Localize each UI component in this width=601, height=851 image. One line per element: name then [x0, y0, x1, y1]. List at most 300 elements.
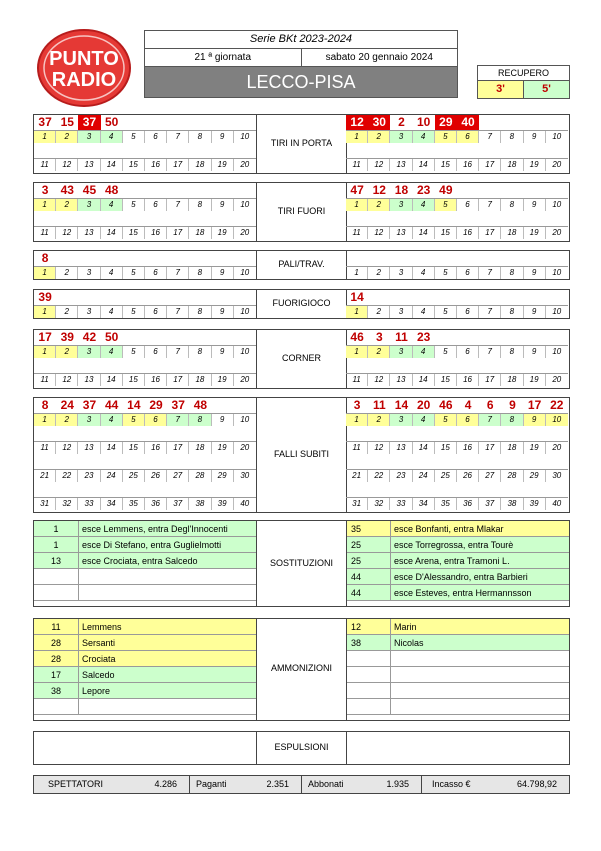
- home-event-minute: [189, 330, 211, 345]
- away-event-minute: [524, 183, 546, 198]
- away-grid: [346, 251, 568, 279]
- slot-number: 30: [552, 471, 562, 480]
- slot-number: 2: [368, 306, 390, 318]
- list-row: [347, 537, 569, 553]
- away-event-minute: [546, 115, 568, 130]
- slot-number: 13: [390, 159, 412, 171]
- list-row: [34, 667, 256, 683]
- slot-number: 20: [552, 228, 562, 237]
- home-event-minute: 29: [149, 398, 163, 412]
- slot-number: 1: [34, 414, 56, 426]
- slot-number: 23: [78, 470, 100, 482]
- row-text: esce Torregrossa, entra Tourè: [394, 540, 514, 550]
- slot-number: 3: [78, 306, 100, 318]
- slot-number: 7: [167, 414, 189, 426]
- slot-number: 2: [368, 199, 390, 211]
- slot-number: 19: [212, 374, 234, 386]
- slot-number: 9: [524, 306, 546, 318]
- fuorigioco-label: FUORIGIOCO: [272, 298, 331, 308]
- row-minute: 28: [34, 651, 79, 666]
- away-event-minute: 20: [416, 398, 431, 412]
- slot-number: 14: [101, 227, 123, 239]
- away-event-minute: [501, 251, 523, 266]
- slot-number: 4: [101, 199, 123, 211]
- home-grid: [34, 290, 256, 318]
- away-event-minute: [368, 290, 390, 305]
- slot-number: 13: [78, 227, 100, 239]
- home-event-minute: 48: [193, 398, 208, 412]
- home-event-minute: [78, 290, 100, 305]
- spettatori-value: 4.286: [154, 779, 177, 789]
- away-event-minute: 3: [353, 398, 361, 412]
- slot-number: 15: [435, 374, 457, 386]
- slot-number: 12: [56, 442, 78, 454]
- away-event-minute: [413, 290, 435, 305]
- home-event-minute: 24: [60, 398, 74, 412]
- home-event-minute: [212, 183, 234, 198]
- away-event-minute: 12: [372, 183, 386, 197]
- away-event-minute: [390, 290, 412, 305]
- slot-number: 5: [123, 346, 145, 358]
- slot-number: 7: [167, 199, 189, 211]
- away-event-minute: 17: [527, 398, 542, 412]
- slot-number: 3: [390, 346, 412, 358]
- slot-number: 11: [34, 159, 56, 171]
- paganti-value: 2.351: [266, 779, 289, 789]
- slot-number: 8: [189, 131, 211, 143]
- home-event-minute: [145, 115, 167, 130]
- slot-number: 9: [212, 267, 234, 279]
- away-event-minute: [457, 330, 479, 345]
- home-grid: [34, 183, 256, 239]
- slot-number: 3: [390, 199, 412, 211]
- list-row: [34, 569, 256, 585]
- slot-number: 7: [479, 199, 501, 211]
- match-title: LECCO-PISA: [145, 67, 457, 97]
- slot-number: 10: [240, 200, 250, 209]
- slot-number: 29: [524, 470, 546, 482]
- home-grid: [34, 251, 256, 279]
- abbonati-label: Abbonati: [308, 779, 344, 789]
- slot-number: 5: [123, 199, 145, 211]
- row-minute: 38: [34, 683, 79, 698]
- slot-number: 2: [56, 199, 78, 211]
- slot-number: 19: [212, 227, 234, 239]
- slot-number: 8: [189, 414, 211, 426]
- home-event-minute: [234, 115, 256, 130]
- row-minute: 17: [34, 667, 79, 682]
- away-event-minute: [413, 251, 435, 266]
- slot-number: 13: [390, 442, 412, 454]
- slot-number: 8: [501, 267, 523, 279]
- away-event-minute: 6: [486, 398, 494, 412]
- slot-number: 9: [524, 131, 546, 143]
- slot-number: 3: [78, 346, 100, 358]
- paganti-label: Paganti: [196, 779, 227, 789]
- home-event-minute: [145, 290, 167, 305]
- slot-number: 36: [457, 498, 479, 510]
- slot-number: 25: [123, 470, 145, 482]
- slot-number: 5: [123, 414, 145, 426]
- row-minute: [34, 585, 79, 600]
- slot-number: 18: [189, 374, 211, 386]
- slot-number: 9: [212, 199, 234, 211]
- away-event-minute: [524, 251, 546, 266]
- list-row: [34, 585, 256, 601]
- slot-number: 20: [552, 443, 562, 452]
- slot-number: 4: [101, 131, 123, 143]
- away-event-minute: 10: [416, 115, 431, 129]
- row-text: Lepore: [82, 686, 111, 696]
- home-event-minute: [234, 183, 256, 198]
- slot-number: 26: [145, 470, 167, 482]
- slot-number: 3: [78, 199, 100, 211]
- slot-number: 6: [457, 346, 479, 358]
- slot-number: 6: [145, 131, 167, 143]
- away-event-minute: [524, 290, 546, 305]
- slot-number: 14: [413, 442, 435, 454]
- slot-number: 16: [145, 227, 167, 239]
- home-event-minute: [212, 290, 234, 305]
- home-event-minute: [189, 183, 211, 198]
- slot-number: 3: [390, 267, 412, 279]
- slot-number: 7: [167, 131, 189, 143]
- slot-number: 15: [435, 442, 457, 454]
- slot-number: 11: [34, 374, 56, 386]
- row-minute: 44: [347, 569, 391, 584]
- row-text: esce Di Stefano, entra Guglielmotti: [82, 540, 222, 550]
- row-text: Marin: [394, 622, 417, 632]
- slot-number: 5: [435, 199, 457, 211]
- home-event-minute: [234, 290, 256, 305]
- round: 21 ª giornata: [145, 49, 302, 66]
- slot-number: 6: [457, 131, 479, 143]
- away-event-minute: [546, 183, 568, 198]
- home-event-minute: 17: [38, 330, 52, 344]
- slot-number: 16: [457, 374, 479, 386]
- home-event-minute: 37: [78, 115, 100, 130]
- home-event-minute: [56, 251, 78, 266]
- slot-number: 6: [145, 267, 167, 279]
- list-row: [347, 619, 569, 635]
- list-row: [347, 651, 569, 667]
- away-event-minute: [435, 251, 457, 266]
- away-event-minute: 3: [375, 330, 383, 344]
- espulsioni-label: ESPULSIONI: [274, 742, 329, 752]
- list-row: [347, 553, 569, 569]
- list-row: [347, 683, 569, 699]
- slot-number: 15: [123, 374, 145, 386]
- match-date: sabato 20 gennaio 2024: [325, 52, 433, 63]
- slot-number: 11: [346, 227, 368, 239]
- row-minute: 11: [34, 619, 79, 634]
- away-event-minute: 46: [439, 398, 453, 412]
- row-text: Sersanti: [82, 638, 116, 648]
- slot-number: 7: [167, 267, 189, 279]
- slot-number: 10: [552, 132, 562, 141]
- slot-number: 7: [167, 306, 189, 318]
- slot-number: 19: [524, 227, 546, 239]
- slot-number: 14: [413, 159, 435, 171]
- away-event-minute: 23: [416, 330, 431, 344]
- slot-number: 10: [546, 414, 568, 426]
- list-row: [347, 585, 569, 601]
- slot-number: 39: [212, 498, 234, 510]
- home-event-minute: [167, 251, 189, 266]
- falli-label: FALLI SUBITI: [273, 449, 330, 459]
- away-event-minute: [501, 330, 523, 345]
- slot-number: 8: [501, 131, 523, 143]
- list-row: [34, 651, 256, 667]
- slot-number: 6: [145, 346, 167, 358]
- slot-number: 2: [368, 346, 390, 358]
- home-event-minute: [123, 251, 145, 266]
- home-event-minute: [234, 330, 256, 345]
- home-event-minute: 39: [38, 290, 52, 304]
- away-event-minute: [524, 115, 546, 130]
- row-text: [391, 683, 569, 698]
- slot-number: 1: [346, 346, 368, 358]
- slot-number: 20: [552, 160, 562, 169]
- away-event-minute: 29: [435, 115, 457, 130]
- slot-number: 33: [390, 498, 412, 510]
- incasso-label: Incasso €: [432, 779, 471, 789]
- away-grid: [346, 183, 568, 239]
- slot-number: 1: [34, 199, 56, 211]
- away-event-minute: [435, 290, 457, 305]
- slot-number: 16: [457, 159, 479, 171]
- home-event-minute: 45: [82, 183, 97, 197]
- home-event-minute: [101, 290, 123, 305]
- home-event-minute: [145, 183, 167, 198]
- slot-number: 17: [167, 159, 189, 171]
- slot-number: 20: [240, 160, 250, 169]
- slot-number: 2: [56, 267, 78, 279]
- home-event-minute: [234, 398, 256, 413]
- home-event-minute: 15: [60, 115, 74, 129]
- slot-number: 1: [34, 306, 56, 318]
- slot-number: 17: [479, 442, 501, 454]
- list-row: [34, 537, 256, 553]
- home-event-minute: [189, 115, 211, 130]
- home-event-minute: [123, 183, 145, 198]
- slot-number: 11: [346, 442, 368, 454]
- slot-number: 4: [101, 267, 123, 279]
- slot-number: 13: [390, 374, 412, 386]
- home-event-minute: 43: [60, 183, 74, 197]
- slot-number: 31: [34, 498, 56, 510]
- slot-number: 25: [435, 470, 457, 482]
- away-event-minute: [435, 330, 457, 345]
- slot-number: 6: [457, 306, 479, 318]
- slot-number: 13: [78, 374, 100, 386]
- slot-number: 38: [189, 498, 211, 510]
- list-row: [347, 569, 569, 585]
- slot-number: 3: [390, 306, 412, 318]
- slot-number: 1: [346, 306, 368, 318]
- recupero-box: [477, 65, 570, 99]
- row-minute: 25: [347, 537, 391, 552]
- slot-number: 4: [413, 199, 435, 211]
- slot-number: 20: [240, 443, 250, 452]
- slot-number: 8: [189, 306, 211, 318]
- home-event-minute: 8: [41, 251, 49, 265]
- slot-number: 1: [346, 131, 368, 143]
- slot-number: 7: [479, 306, 501, 318]
- slot-number: 18: [501, 227, 523, 239]
- slot-number: 18: [501, 374, 523, 386]
- slot-number: 11: [346, 374, 368, 386]
- away-event-minute: [524, 330, 546, 345]
- corner-label: CORNER: [281, 353, 321, 363]
- away-event-minute: [546, 330, 568, 345]
- home-event-minute: 42: [82, 330, 97, 344]
- slot-number: 14: [101, 442, 123, 454]
- slot-number: 14: [101, 159, 123, 171]
- slot-number: 29: [212, 470, 234, 482]
- slot-number: 11: [34, 442, 56, 454]
- slot-number: 14: [101, 374, 123, 386]
- home-event-minute: [167, 290, 189, 305]
- slot-number: 4: [413, 414, 435, 426]
- home-event-minute: 37: [38, 115, 52, 129]
- row-minute: 35: [347, 521, 391, 536]
- logo-text-1: PUNTO: [49, 48, 119, 70]
- section-pali: [33, 250, 570, 280]
- away-event-minute: 30: [368, 115, 390, 130]
- slot-number: 34: [413, 498, 435, 510]
- slot-number: 2: [56, 414, 78, 426]
- slot-number: 7: [167, 346, 189, 358]
- away-grid: [346, 290, 568, 318]
- slot-number: 23: [390, 470, 412, 482]
- row-minute: 1: [34, 537, 79, 552]
- slot-number: 9: [212, 131, 234, 143]
- slot-number: 2: [368, 414, 390, 426]
- slot-number: 14: [413, 374, 435, 386]
- list-row: [347, 699, 569, 715]
- slot-number: 17: [167, 442, 189, 454]
- away-event-minute: 23: [416, 183, 431, 197]
- home-event-minute: [189, 290, 211, 305]
- row-minute: [34, 569, 79, 584]
- slot-number: 6: [145, 199, 167, 211]
- row-minute: 12: [347, 619, 391, 634]
- slot-number: 17: [479, 159, 501, 171]
- recupero-label: RECUPERO: [478, 66, 569, 81]
- home-event-minute: 37: [82, 398, 97, 412]
- home-event-minute: 50: [104, 330, 119, 344]
- slot-number: 35: [435, 498, 457, 510]
- home-event-minute: 8: [41, 398, 49, 412]
- slot-number: 16: [457, 442, 479, 454]
- slot-number: 1: [346, 199, 368, 211]
- list-row: [347, 635, 569, 651]
- incasso-value: 64.798,92: [516, 779, 557, 789]
- slot-number: 1: [34, 267, 56, 279]
- slot-number: 28: [501, 470, 523, 482]
- away-event-minute: [457, 290, 479, 305]
- row-minute: [34, 699, 79, 714]
- section-sostituzioni: [33, 520, 570, 607]
- recupero-second-half: 5': [524, 81, 569, 98]
- row-minute: [347, 699, 391, 714]
- slot-number: 8: [189, 199, 211, 211]
- home-event-minute: [56, 290, 78, 305]
- ammonizioni-label: AMMONIZIONI: [271, 663, 332, 673]
- section-espulsioni: [33, 731, 570, 765]
- row-text: esce Esteves, entra Hermannsson: [394, 588, 532, 598]
- row-text: Lemmens: [82, 622, 122, 632]
- slot-number: 8: [501, 414, 523, 426]
- slot-number: 1: [346, 414, 368, 426]
- away-event-minute: [501, 183, 523, 198]
- slot-number: 16: [145, 442, 167, 454]
- away-event-minute: [368, 251, 390, 266]
- slot-number: 21: [34, 470, 56, 482]
- away-event-minute: 22: [550, 398, 564, 412]
- away-event-minute: 4: [464, 398, 472, 412]
- slot-number: 19: [212, 159, 234, 171]
- away-event-minute: 49: [439, 183, 453, 197]
- slot-number: 20: [240, 375, 250, 384]
- slot-number: 3: [78, 267, 100, 279]
- slot-number: 8: [189, 346, 211, 358]
- slot-number: 17: [167, 227, 189, 239]
- recupero-first-half: 3': [478, 81, 524, 98]
- slot-number: 9: [212, 346, 234, 358]
- slot-number: 10: [240, 132, 250, 141]
- slot-number: 5: [123, 306, 145, 318]
- away-event-minute: [479, 115, 501, 130]
- slot-number: 10: [240, 268, 250, 277]
- slot-number: 5: [435, 346, 457, 358]
- away-event-minute: [390, 251, 412, 266]
- row-text: esce Crociata, entra Salcedo: [82, 556, 198, 566]
- slot-number: 27: [167, 470, 189, 482]
- slot-number: 3: [390, 414, 412, 426]
- spettatori-label: SPETTATORI: [48, 779, 104, 789]
- away-event-minute: [457, 183, 479, 198]
- away-grid: [346, 398, 568, 510]
- row-text: [391, 699, 569, 714]
- section-falli-subiti: [33, 397, 570, 513]
- slot-number: 12: [56, 374, 78, 386]
- home-event-minute: [145, 330, 167, 345]
- slot-number: 5: [435, 131, 457, 143]
- slot-number: 15: [123, 227, 145, 239]
- row-text: esce Bonfanti, entra Mlakar: [394, 524, 504, 534]
- home-event-minute: [167, 115, 189, 130]
- home-grid: [34, 115, 256, 171]
- slot-number: 6: [457, 267, 479, 279]
- slot-number: 19: [212, 442, 234, 454]
- slot-number: 37: [167, 498, 189, 510]
- row-minute: [347, 651, 391, 666]
- away-event-minute: 18: [394, 183, 409, 197]
- slot-number: 24: [101, 470, 123, 482]
- slot-number: 12: [56, 159, 78, 171]
- home-event-minute: [212, 115, 234, 130]
- slot-number: 10: [240, 307, 250, 316]
- slot-number: 13: [78, 442, 100, 454]
- row-minute: 28: [34, 635, 79, 650]
- slot-number: 6: [145, 306, 167, 318]
- slot-number: 10: [552, 307, 562, 316]
- home-event-minute: [123, 290, 145, 305]
- slot-number: 14: [413, 227, 435, 239]
- home-event-minute: [123, 115, 145, 130]
